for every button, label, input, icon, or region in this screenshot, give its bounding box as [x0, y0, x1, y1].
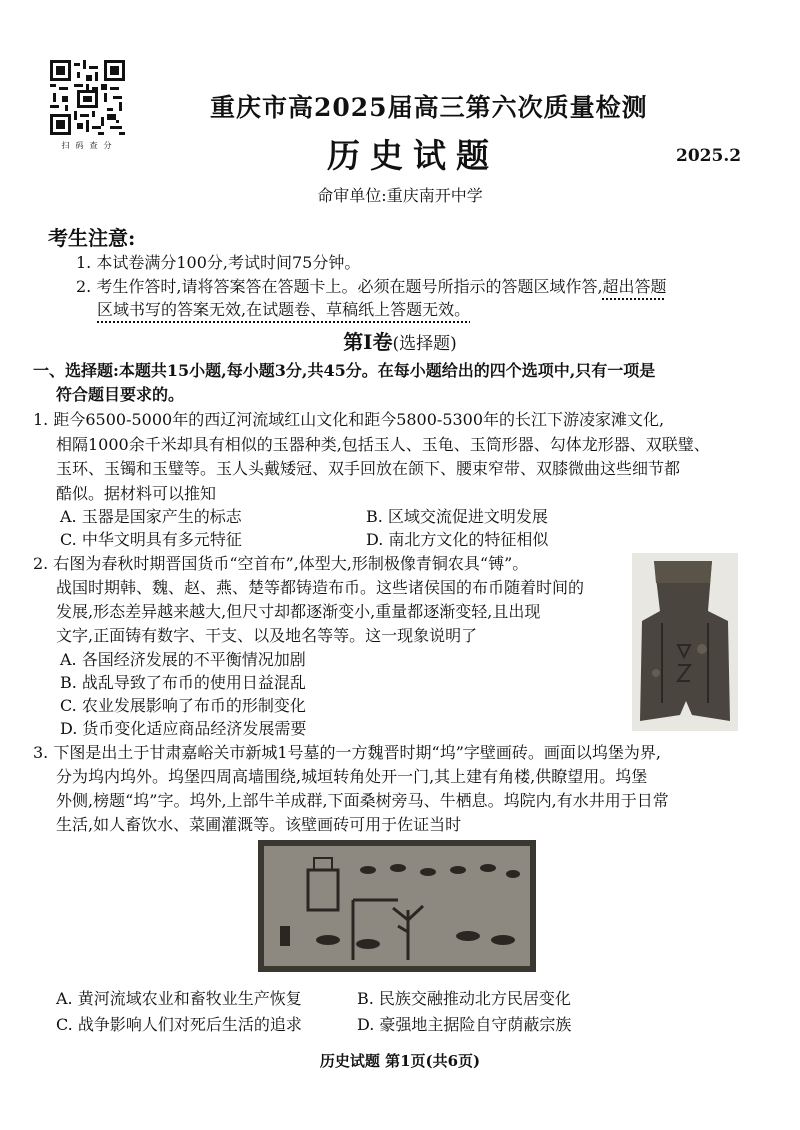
q3-line-1: 3. 下图是出土于甘肃嘉峪关市新城1号墓的一方魏晋时期“坞”字壁画砖。画面以坞堡为界, — [33, 743, 661, 762]
notice-heading: 考生注意: — [48, 226, 136, 250]
q3-option-d: D. 豪强地主据险自守荫蔽宗族 — [357, 1015, 572, 1034]
section-title-main: 第Ⅰ卷 — [343, 330, 393, 354]
q2-option-b: B. 战乱导致了布币的使用日益混乱 — [60, 673, 306, 692]
q1-line-1: 1. 距今6500-5000年的西辽河流域红山文化和距今5800-5300年的长江下游凌家滩文化, — [33, 410, 665, 429]
q1-option-c: C. 中华文明具有多元特征 — [60, 530, 242, 549]
q1-option-b: B. 区域交流促进文明发展 — [366, 507, 548, 526]
q2-line-2: 战国时期韩、魏、赵、燕、楚等都铸造布币。这些诸侯国的布币随着时间的 — [56, 578, 585, 597]
q1-line-2: 相隔1000余千米却具有相似的玉器种类,包括玉人、玉龟、玉筒形器、勾体龙形器、双联璧、 — [56, 435, 710, 454]
q3-line-4: 生活,如人畜饮水、菜圃灌溉等。该壁画砖可用于佐证当时 — [56, 815, 462, 834]
section-intro-cont: 符合题目要求的。 — [56, 385, 185, 404]
q3-option-b: B. 民族交融推动北方民居变化 — [357, 989, 571, 1008]
q3-line-2: 分为坞内坞外。坞堡四周高墙围绕,城垣转角处开一门,其上建有角楼,供瞭望用。坞堡 — [56, 767, 648, 786]
q1-line-4: 酷似。据材料可以推知 — [56, 484, 217, 503]
page-footer: 历史试题 第1页(共6页) — [319, 1052, 481, 1070]
q1-option-d: D. 南北方文化的特征相似 — [366, 530, 549, 549]
subject-title: 历史试题 — [327, 136, 499, 175]
q2-line-3: 发展,形态差异越来越大,但尺寸却都逐渐变小,重量都逐渐变轻,且出现 — [56, 602, 541, 621]
section-intro: 一、选择题:本题共15小题,每小题3分,共45分。在每小题给出的四个选项中,只有一项是 — [33, 361, 656, 380]
qr-caption: 扫码查分 — [61, 141, 118, 150]
exam-date: 2025.2 — [676, 146, 742, 166]
notice-item-2-emphasis: 超出答题 — [602, 277, 667, 296]
q1-option-a: A. 玉器是国家产生的标志 — [60, 507, 242, 526]
q3-option-c: C. 战争影响人们对死后生活的追求 — [56, 1015, 302, 1034]
notice-item-2-cont — [97, 297, 470, 320]
qr-code — [50, 60, 125, 135]
q2-option-d: D. 货币变化适应商品经济发展需要 — [60, 719, 307, 738]
notice-item-2 — [76, 274, 667, 297]
q2-line-1: 2. 右图为春秋时期晋国货币“空首布”,体型大,形制极像青铜农具“镈”。 — [33, 554, 529, 573]
q3-line-3: 外侧,榜题“坞”字。坞外,上部牛羊成群,下面桑树旁马、牛栖息。坞院内,有水井用于日常 — [56, 791, 669, 810]
q1-line-3: 玉环、玉镯和玉璧等。玉人头戴矮冠、双手回放在颌下、腰束窄带、双膝微曲这些细节都 — [56, 459, 681, 478]
q2-option-c: C. 农业发展影响了布币的形制变化 — [60, 696, 306, 715]
section-title — [0, 326, 800, 355]
notice-item-2-text: 2. 考生作答时,请将答案答在答题卡上。必须在题号所指示的答题区域作答, — [76, 277, 603, 296]
q2-option-a: A. 各国经济发展的不平衡情况加剧 — [60, 650, 306, 669]
notice-item-2-emphasis-cont: 区域书写的答案无效,在试题卷、草稿纸上答题无效。 — [97, 300, 471, 319]
notice-item-1: 1. 本试卷满分100分,考试时间75分钟。 — [76, 253, 361, 272]
section-title-sub: (选择题) — [392, 334, 457, 354]
exam-title: 重庆市高2025届高三第六次质量检测 — [210, 93, 648, 122]
spade-coin-image — [632, 553, 738, 731]
q3-option-a: A. 黄河流域农业和畜牧业生产恢复 — [56, 989, 302, 1008]
brick-mural-image — [258, 840, 536, 972]
q2-line-4: 文字,正面铸有数字、干支、以及地名等等。这一现象说明了 — [56, 626, 478, 645]
setter-unit: 命审单位:重庆南开中学 — [317, 186, 483, 205]
